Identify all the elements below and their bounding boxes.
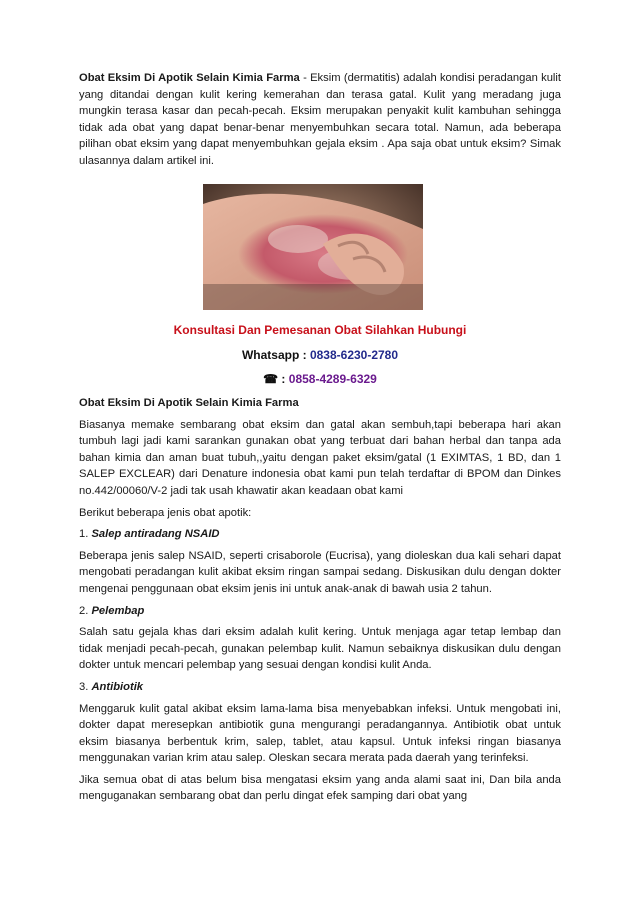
phone-number[interactable]: 0858-4289-6329: [288, 372, 377, 386]
whatsapp-label: Whatsapp :: [241, 348, 310, 362]
eczema-skin-image: [203, 184, 423, 310]
item-number: 1.: [79, 528, 92, 541]
intro-paragraph: [79, 70, 561, 170]
eczema-photo: [203, 184, 423, 310]
article-paragraph-1: Biasanya memake sembarang obat eksim dan gatal akan sembuh,tapi beberapa hari akan tumbuh lagi jadi kami sarankan gunakan obat yang terbuat dari bahan herbal dan tanpa ada bahan kimia dan aman buat tubuh,,yaitu dengan paket eksim/gatal (1 EXIMTAS, 1 BD, dan 1 SALEP EXCLEAR) dari Denature indonesia obat kami pun telah terdaftar di BPOM dan Dinkes no.442/00060/V-2 jadi tak usah khawatir akan keadaan obat kami: [79, 418, 561, 497]
item-number: 2.: [79, 604, 92, 617]
item-title: Salep antiradang NSAID: [91, 528, 220, 541]
article-paragraph-last: Jika semua obat di atas belum bisa mengatasi eksim yang anda alami saat ini, Dan bila anda menguganakan sembarang obat dan perlu dingat efek samping dari obat yang: [79, 773, 561, 803]
contact-heading: Konsultasi Dan Pemesanan Obat Silahkan Hubungi: [173, 323, 467, 337]
intro-text: - Eksim (dermatitis) adalah kondisi peradangan kulit yang ditandai dengan kulit kering kemerahan dan terasa gatal. Kulit yang meradang juga mungkin terasa kasar dan pecah-pecah. Eksim merupakan penyakit kulit kambuhan sehingga tidak ada obat yang dapat benar-benar menyembuhkan secara total. Namun, ada beberapa pilihan obat eksim yang dapat menyembuhkan gejala eksim . Apa saja obat untuk eksim? Simak ulasannya dalam artikel ini.: [79, 72, 561, 167]
whatsapp-line: [79, 348, 561, 362]
phone-icon-label: ☎ :: [263, 372, 289, 386]
item-heading-2: [79, 603, 561, 620]
phone-line: [79, 372, 561, 386]
item-title: Pelembap: [91, 604, 145, 617]
item-text-2: Salah satu gejala khas dari eksim adalah kulit kering. Untuk menjaga agar tetap lembap dan tidak menjadi pecah-pecah, gunakan pelembap kulit. Namun sebaiknya diskusikan dulu dengan dokter untuk mencari pelembap yang sesuai dengan kondisi kulit Anda.: [79, 626, 561, 672]
item-text-3: Menggaruk kulit gatal akibat eksim lama-lama bisa menyebabkan infeksi. Untuk mengobati ini, dokter dapat meresepkan antibiotik guna mengurangi peradangannya. Antibiotik obat untuk eksim biasanya berbentuk krim, salep, tablet, atau kapsul. Untuk infeksi ringan biasanya menggunakan varian krim atau salep. Oleskan secara merata pada daerah yang terinfeksi.: [79, 702, 561, 765]
article-title: Obat Eksim Di Apotik Selain Kimia Farma: [79, 397, 299, 409]
whatsapp-number[interactable]: 0838-6230-2780: [309, 348, 399, 362]
intro-lead: Obat Eksim Di Apotik Selain Kimia Farma: [79, 72, 300, 84]
article-body: [79, 395, 561, 810]
item-heading-1: [79, 526, 561, 543]
item-number: 3.: [79, 680, 92, 693]
item-heading-3: [79, 679, 561, 696]
item-text-1: Beberapa jenis salep NSAID, seperti crisaborole (Eucrisa), yang dioleskan dua kali sehari dapat mengobati peradangan kulit akibat eksim ringan sampai sedang. Diskusikan dulu dengan dokter mengenai penggunaan obat eksim jenis ini untuk anak-anak di bawah usia 2 tahun.: [79, 549, 561, 595]
item-title: Antibiotik: [91, 680, 144, 693]
article-paragraph-2: Berikut beberapa jenis obat apotik:: [79, 506, 252, 519]
